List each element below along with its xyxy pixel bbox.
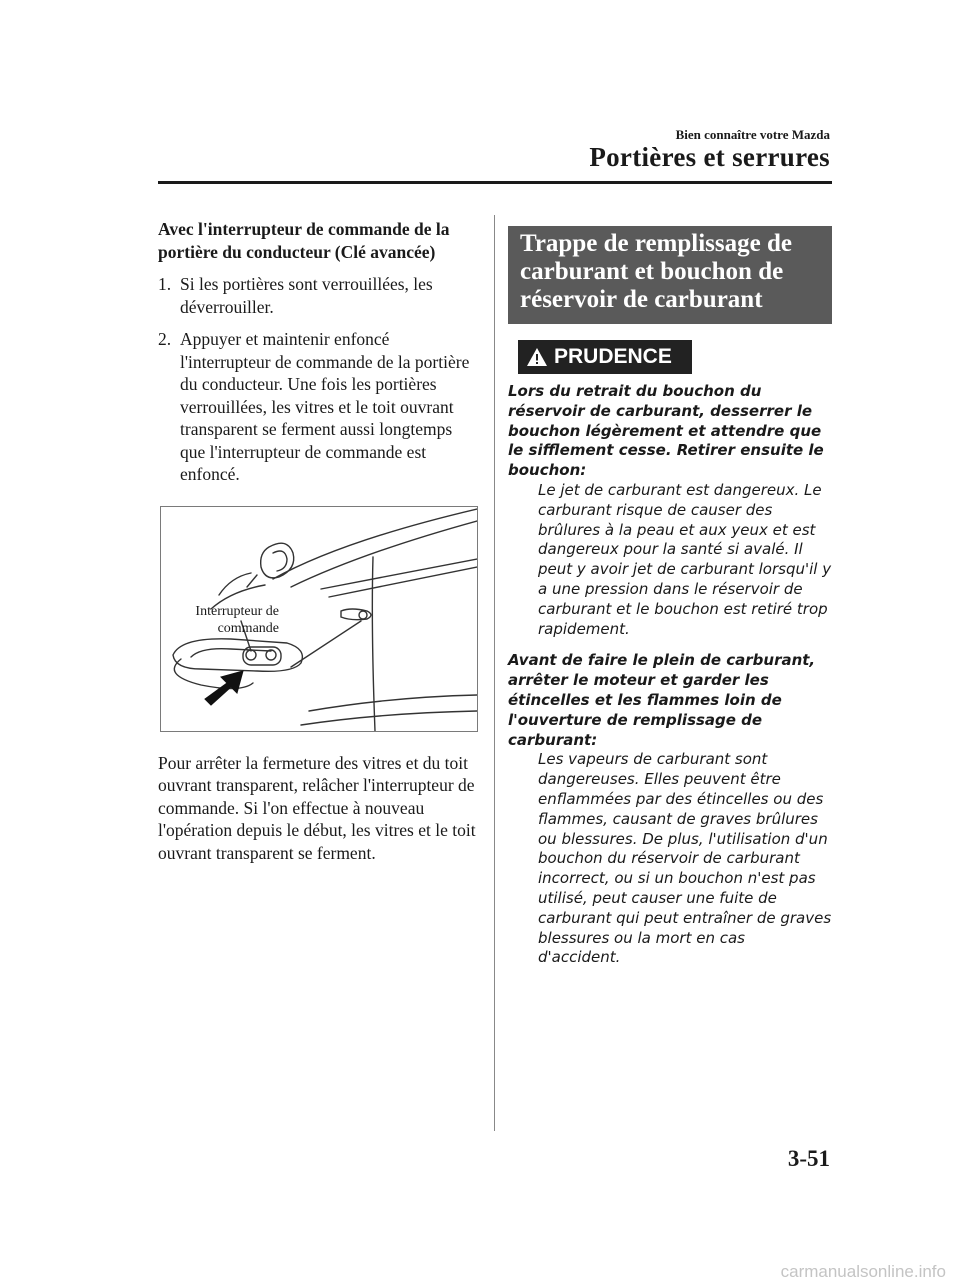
prudence-badge [518, 340, 692, 374]
header-rule [158, 181, 832, 184]
figure-label [179, 603, 279, 637]
column-divider [494, 215, 495, 1131]
prudence-label: PRUDENCE [554, 345, 672, 368]
warning-text: Les vapeurs de carburant sont dangereuses. Elles peuvent être enflammées par des étincelles ou des flammes, causant de graves brûlures ou blessures. De plus, l'utilisation d'un bouchon du réservoir de carburant incorrect, ou si un bouchon n'est pas utilisé, peut causer une fuite de carburant qui peut entraîner de graves blessures ou la mort en cas d'accident. [538, 750, 832, 967]
figure-label-line1: Interrupteur de [195, 603, 279, 619]
section-title: Trappe de remplissage de carburant et bouchon de réservoir de carburant [508, 226, 832, 324]
page-number: 3-51 [787, 1146, 830, 1171]
step-text: Si les portières sont verrouillées, les déverrouiller. [180, 274, 433, 317]
right-column [508, 226, 832, 980]
left-column [158, 218, 478, 864]
warning-text: Le jet de carburant est dangereux. Le carburant risque de causer des brûlures à la peau et aux yeux et est dangereux pour la santé si avalé. Il peut y avoir jet de carburant lorsqu'il y a une pression dans le réservoir de carburant et le bouchon est retiré trop rapidement. [538, 480, 832, 638]
step-item [158, 273, 478, 318]
subheading: Avec l'interrupteur de commande de la portière du conducteur (Clé avancée) [158, 219, 450, 262]
warning-block [508, 382, 832, 968]
steps-list [158, 273, 478, 486]
step-text: Appuyer et maintenir enfoncé l'interrupteur de commande de la portière du conducteur. Une fois les portières verrouillées, les vitres et le toit ouvrant transparent se ferment aussi longtemps que l'interrupteur de commande est enfoncé. [180, 329, 470, 484]
header-title: Portières et serrures [589, 142, 830, 172]
step-number: 1. [158, 274, 172, 294]
header-subtitle: Bien connaître votre Mazda [675, 127, 830, 142]
step-item [158, 328, 478, 486]
watermark: carmanualsonline.info [780, 1262, 946, 1281]
figure-label-line2: commande [217, 620, 279, 636]
warning-bold: Avant de faire le plein de carburant, arrêter le moteur et garder les étincelles et les flammes loin de l'ouverture de remplissage de carburant: [508, 651, 816, 749]
step-number: 2. [158, 329, 172, 349]
door-switch-figure [160, 506, 478, 732]
warning-icon [526, 347, 548, 367]
warning-bold: Lors du retrait du bouchon du réservoir de carburant, desserrer le bouchon légèrement et attendre que le sifflement cesse. Retirer ensuite le bouchon: [508, 382, 824, 480]
paragraph: Pour arrêter la fermeture des vitres et du toit ouvrant transparent, relâcher l'interrupteur de commande. Si l'on effectue à nouveau l'opération depuis le début, les vitres et le toit ouvrant transparent se ferment. [158, 752, 476, 863]
